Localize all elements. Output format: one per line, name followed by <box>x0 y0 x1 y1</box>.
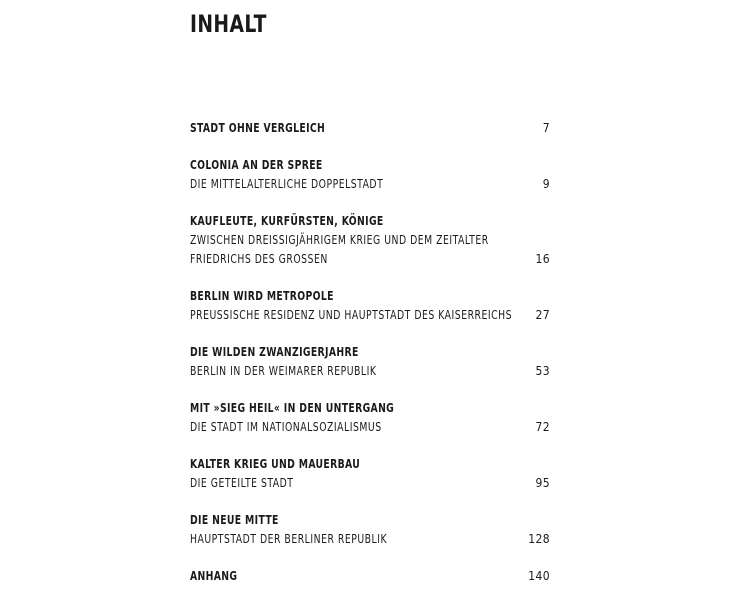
chapter-subtitle: DIE GETEILTE STADT <box>190 476 294 490</box>
chapter-title: BERLIN WIRD METROPOLE <box>190 289 334 303</box>
toc-entry[interactable] <box>190 156 550 194</box>
chapter-title: DIE NEUE MITTE <box>190 513 279 527</box>
chapter-title: STADT OHNE VERGLEICH <box>190 121 326 135</box>
toc-entry[interactable] <box>190 511 550 549</box>
chapter-title: KALTER KRIEG UND MAUERBAU <box>190 457 361 471</box>
toc-entry[interactable] <box>190 455 550 493</box>
toc-entry[interactable] <box>190 212 550 269</box>
page-number: 7 <box>542 121 550 135</box>
page-number: 72 <box>535 420 550 434</box>
page-number: 140 <box>528 569 550 583</box>
chapter-subtitle: DIE STADT IM NATIONALSOZIALISMUS <box>190 420 382 434</box>
chapter-subtitle: FRIEDRICHS DES GROSSEN <box>190 252 328 266</box>
toc-entry[interactable] <box>190 119 550 138</box>
chapter-subtitle: PREUSSISCHE RESIDENZ UND HAUPTSTADT DES KAISERREICHS <box>190 308 513 322</box>
chapter-subtitle: HAUPTSTADT DER BERLINER REPUBLIK <box>190 532 388 546</box>
page-number: 95 <box>535 476 550 490</box>
chapter-title: COLONIA AN DER SPREE <box>190 158 323 172</box>
chapter-title: KAUFLEUTE, KURFÜRSTEN, KÖNIGE <box>190 214 384 228</box>
table-of-contents <box>190 119 550 604</box>
toc-entry[interactable] <box>190 567 550 586</box>
chapter-title: DIE WILDEN ZWANZIGERJAHRE <box>190 345 359 359</box>
chapter-title: ANHANG <box>190 569 238 583</box>
page-number: 16 <box>535 252 550 266</box>
chapter-title: MIT »SIEG HEIL« IN DEN UNTERGANG <box>190 401 395 415</box>
page-number: 9 <box>542 177 550 191</box>
chapter-subtitle: BERLIN IN DER WEIMARER REPUBLIK <box>190 364 377 378</box>
page-number: 128 <box>528 532 550 546</box>
page-number: 27 <box>535 308 550 322</box>
toc-entry[interactable] <box>190 287 550 325</box>
page-number: 53 <box>535 364 550 378</box>
chapter-subtitle: DIE MITTELALTERLICHE DOPPELSTADT <box>190 177 384 191</box>
page-title: INHALT <box>190 10 267 38</box>
chapter-subtitle: ZWISCHEN DREISSIGJÄHRIGEM KRIEG UND DEM ZEITALTER <box>190 233 489 247</box>
toc-entry[interactable] <box>190 399 550 437</box>
toc-entry[interactable] <box>190 343 550 381</box>
